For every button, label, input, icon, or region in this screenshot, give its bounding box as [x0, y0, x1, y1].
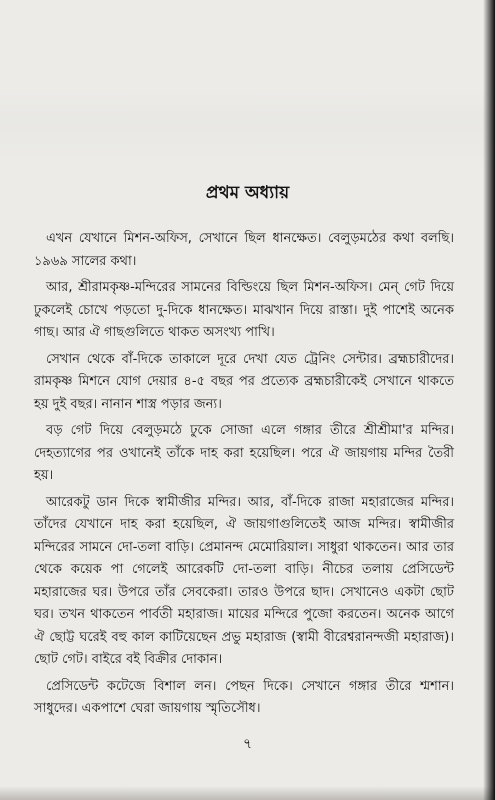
paragraph: আরেকটু ডান দিকে স্বামীজীর মন্দির। আর, বাঁ-দিকে রাজা মহারাজের মন্দির। তাঁদের যেখানে দাহ করা হয়েছিল, ঐ জায়গাগুলিতেই আজ মন্দির। স্বামীজীর মন্দিরের সামনে দো-তলা বাড়ি। প্রেমানন্দ মেমোরিয়াল। সাধুরা থাকতেন। আর তার থেকে কয়েক পা গেলেই আরেকটি দো-তলা বাড়ি। নীচের তলায় প্রেসিডেন্ট মহারাজের ঘর। উপরে তাঁর সেবকেরা। তারও উপরে ছাদ। সেখানেও একটা ছোট ঘর। তখন থাকতেন পার্বতী মহারাজ। মায়ের মন্দিরে পুজো করতেন। অনেক আগে ঐ ছোট্ট ঘরেই বহু কাল কাটিয়েছেন প্রভু মহারাজ (স্বামী বীরেশ্বরানন্দজী মহারাজ)। ছোট গেট। বাইরে বই বিক্রীর দোকান।: [34, 494, 454, 667]
paragraph: আর, শ্রীরামকৃষ্ণ-মন্দিরের সামনের বিল্ডিংয়ে ছিল মিশন-অফিস। মেন্ গেট দিয়ে ঢুকলেই চোখে পড়তো দু-দিকে ধানক্ষেত। মাঝখান দিয়ে রাস্তা। দুই পাশেই অনেক গাছ। আর ঐ গাছগুলিতে থাকত অসংখ্য পাখি।: [34, 280, 454, 340]
page-edge-shadow: [483, 0, 495, 800]
paragraph: বড় গেট দিয়ে বেলুড়মঠে ঢুকে সোজা এলে গঙ্গার তীরে শ্রীশ্রীমা'র মন্দির। দেহত্যাগের পর ওখানেই তাঁকে দাহ করা হয়েছিল। পরে ঐ জায়গায় মন্দির তৈরী হয়।: [34, 423, 454, 483]
page-number: ৭: [242, 736, 253, 752]
paragraph: সেখান থেকে বাঁ-দিকে তাকালে দূরে দেখা যেত ট্রেনিং সেন্টার। ব্রহ্মচারীদের। রামকৃষ্ণ মিশনে যোগ দেয়ার ৪-৫ বছর পর প্রত্যেক ব্রহ্মচারীকেই সেখানে থাকতে হয় দুই বছর। নানান শাস্ত্র পড়ার জন্য।: [34, 351, 454, 412]
body-text: [34, 228, 454, 725]
bleed-through-text: [0, 64, 495, 77]
chapter-title: প্রথম অধ্যায়: [205, 183, 290, 203]
paragraph: এখন যেখানে মিশন-অফিস, সেখানে ছিল ধানক্ষেত। বেলুড়মঠের কথা বলছি। ১৯৬৯ সালের কথা।: [34, 231, 454, 269]
paragraph: প্রেসিডেন্ট কটেজে বিশাল লন। পেছন দিকে। সেখানে গঙ্গার তীরে শ্মশান। সাধুদের। একপাশে ঘেরা জায়গায় স্মৃতিসৌধ।: [34, 678, 454, 716]
bleed-through-band: [0, 92, 495, 162]
page-bottom-edge: [0, 786, 495, 800]
